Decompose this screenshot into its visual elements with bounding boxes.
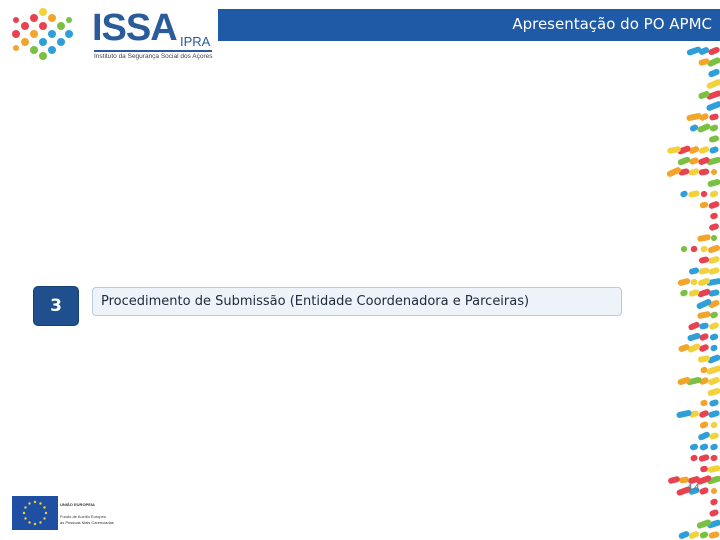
decorative-pill	[696, 298, 713, 310]
decorative-pill	[700, 245, 709, 253]
decorative-pill	[678, 530, 690, 540]
decorative-pill	[710, 212, 719, 220]
decorative-pill	[690, 454, 699, 462]
decorative-pill	[698, 343, 709, 352]
decorative-pill	[709, 443, 718, 451]
decorative-pill	[666, 166, 682, 178]
decorative-pill	[680, 245, 688, 253]
decorative-pill	[710, 168, 718, 175]
eu-flag-icon	[12, 496, 58, 530]
agenda-item-number: 3	[33, 286, 79, 326]
colored-dots-logo-icon	[6, 4, 76, 62]
page-number: 44	[686, 482, 700, 495]
eu-fund-label-2: às Pessoas Mais Carenciadas	[60, 520, 114, 525]
decorative-pill	[708, 200, 720, 209]
decorative-pill	[689, 443, 698, 451]
decorative-pill	[708, 410, 720, 419]
decorative-pills	[666, 46, 720, 540]
decorative-pill	[707, 178, 720, 187]
eu-fund-label: Fundo de Auxílio Europeu	[60, 514, 107, 519]
decorative-pill	[707, 68, 720, 78]
decorative-pill	[699, 421, 709, 430]
decorative-pill	[688, 289, 700, 298]
presentation-title: Apresentação do PO APMC	[512, 15, 712, 33]
decorative-pill	[677, 156, 691, 166]
decorative-pill	[699, 531, 709, 539]
decorative-pill	[709, 124, 719, 132]
decorative-pill	[707, 387, 720, 396]
decorative-pill	[709, 432, 720, 440]
agenda-item-label: Procedimento de Submissão (Entidade Coordenadora e Parceiras)	[92, 287, 622, 316]
decorative-pill	[679, 289, 688, 297]
decorative-pill	[708, 531, 720, 539]
decorative-pill	[688, 530, 700, 540]
decorative-pill	[709, 311, 718, 319]
issa-logo	[6, 4, 216, 62]
decorative-pill	[710, 344, 719, 352]
decorative-pill	[699, 322, 709, 330]
decorative-pill	[700, 399, 708, 406]
decorative-pill	[698, 146, 710, 155]
decorative-pill	[688, 168, 700, 177]
decorative-pill	[709, 498, 718, 506]
decorative-pill	[699, 487, 710, 496]
decorative-pill	[697, 311, 711, 320]
decorative-pill	[687, 321, 700, 331]
logo-tagline: Instituto da Segurança Social dos Açores	[94, 53, 213, 60]
logo-wordmark: ISSA	[92, 7, 177, 49]
decorative-pill	[709, 399, 720, 407]
decorative-pill	[699, 201, 708, 209]
decorative-pill	[710, 454, 718, 462]
decorative-pill	[708, 46, 720, 56]
decorative-pill	[698, 256, 709, 264]
decorative-pill	[686, 46, 702, 56]
decorative-pill	[709, 190, 719, 199]
decorative-pill	[709, 509, 720, 518]
decorative-pill	[700, 190, 708, 198]
logo-divider	[94, 50, 212, 52]
eu-label: UNIÃO EUROPEIA	[60, 502, 95, 507]
decorative-pill	[688, 190, 700, 198]
decorative-pill	[706, 365, 720, 376]
decorative-pill	[706, 78, 720, 90]
decorative-pill	[707, 465, 720, 473]
decorative-pill	[698, 267, 710, 275]
decorative-pill	[686, 113, 702, 122]
decorative-pattern	[666, 44, 720, 540]
decorative-pill	[710, 487, 718, 495]
decorative-pill	[676, 409, 692, 418]
decorative-pill	[698, 454, 710, 463]
decorative-pill	[690, 278, 698, 286]
decorative-pill	[708, 255, 720, 264]
decorative-pill	[708, 223, 719, 232]
decorative-pill	[699, 443, 709, 451]
eu-logo	[12, 496, 122, 532]
decorative-pill	[677, 278, 691, 287]
decorative-pill	[708, 321, 719, 330]
header-bar	[218, 9, 720, 41]
decorative-pill	[709, 146, 720, 155]
decorative-pill	[667, 476, 680, 485]
decorative-pill	[698, 409, 709, 418]
decorative-pill	[710, 421, 718, 429]
decorative-pill	[709, 333, 719, 341]
decorative-pill	[679, 190, 688, 199]
decorative-pill	[697, 123, 712, 134]
decorative-pill	[697, 234, 711, 242]
decorative-pill	[709, 113, 719, 121]
decorative-pill	[690, 245, 698, 253]
decorative-pill	[707, 244, 720, 254]
decorative-pill	[688, 267, 699, 275]
decorative-pill	[700, 465, 709, 473]
decorative-pill	[708, 135, 719, 143]
decorative-pill	[688, 157, 699, 166]
decorative-pill	[698, 168, 709, 176]
decorative-pill	[689, 124, 699, 133]
decorative-pill	[707, 376, 720, 386]
decorative-pill	[708, 267, 720, 276]
decorative-pill	[687, 332, 702, 342]
logo-suffix: IPRA	[180, 34, 211, 49]
decorative-pill	[706, 100, 720, 111]
decorative-pill	[697, 431, 711, 441]
decorative-pill	[710, 234, 718, 242]
